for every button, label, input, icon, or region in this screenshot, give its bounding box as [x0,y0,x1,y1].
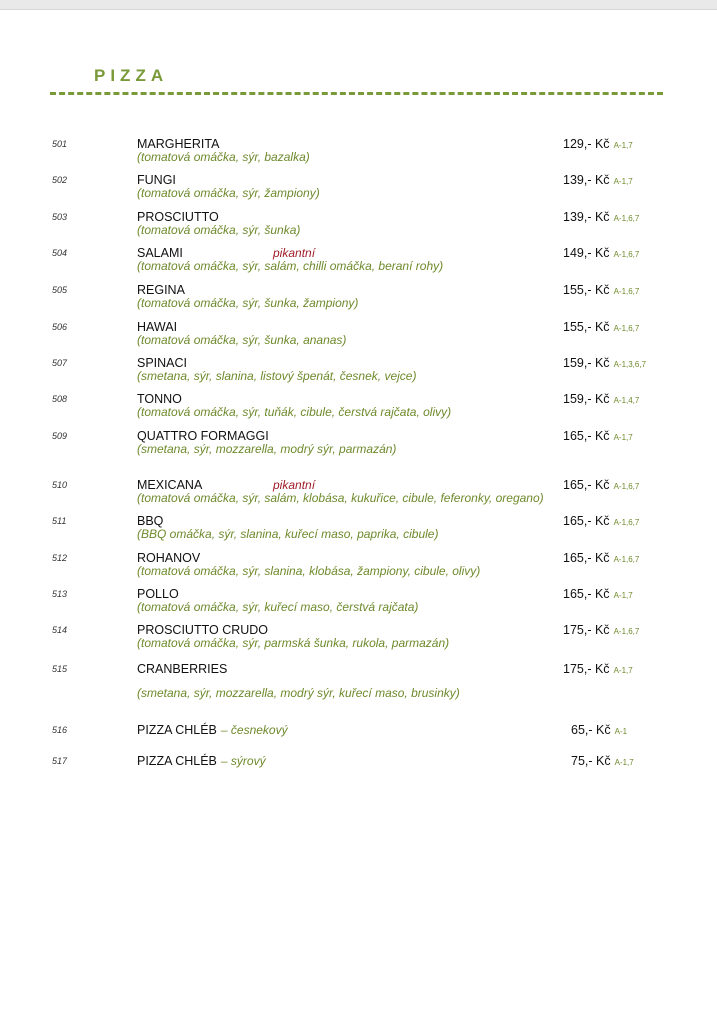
item-price: 165,- Kč A-1,7 [563,429,633,443]
menu-item [0,723,717,753]
item-name: REGINA [137,283,185,297]
item-description: (tomatová omáčka, sýr, slanina, klobása, žampiony, cibule, olivy) [137,564,481,578]
item-price: 165,- Kč A-1,6,7 [563,478,640,492]
item-number: 512 [52,553,68,563]
item-number: 504 [52,248,68,258]
menu-item [0,173,717,203]
item-description: (tomatová omáčka, sýr, tuňák, cibule, čerstvá rajčata, olivy) [137,405,452,419]
item-name: SALAMI [137,246,183,260]
item-name: SPINACI [137,356,188,370]
allergen-codes: A-1,6,7 [613,287,640,296]
allergen-codes: A-1,6,7 [613,324,640,333]
item-name: PIZZA CHLÉB – česnekový [137,723,288,737]
spicy-label: pikantní [273,246,316,260]
item-name: HAWAI [137,320,178,334]
item-description: (smetana, sýr, slanina, listový špenát, česnek, vejce) [137,369,417,383]
item-price: 139,- Kč A-1,7 [563,173,633,187]
item-price: 65,- Kč A-1 [571,723,628,737]
menu-item [0,754,717,784]
page-top-edge [0,0,717,10]
allergen-codes: A-1,6,7 [613,214,640,223]
item-number: 508 [52,394,68,404]
allergen-codes: A-1,7 [613,591,633,600]
item-number: 510 [52,480,68,490]
menu-item [0,623,717,653]
allergen-codes: A-1,7 [613,177,633,186]
item-name: FUNGI [137,173,176,187]
item-description: (tomatová omáčka, sýr, kuřecí maso, čerstvá rajčata) [137,600,419,614]
item-number: 511 [52,516,67,526]
menu-item [0,210,717,240]
item-price: 129,- Kč A-1,7 [563,137,633,151]
item-price: 159,- Kč A-1,4,7 [563,392,640,406]
item-price: 149,- Kč A-1,6,7 [563,246,640,260]
item-name: POLLO [137,587,179,601]
item-price: 175,- Kč A-1,7 [563,662,633,676]
item-description: (tomatová omáčka, sýr, šunka, ananas) [137,333,347,347]
item-price: 159,- Kč A-1,3,6,7 [563,356,647,370]
item-number: 503 [52,212,68,222]
item-number: 513 [52,589,68,599]
item-name: CRANBERRIES [137,662,228,676]
item-description: (tomatová omáčka, sýr, šunka) [137,223,301,237]
menu-item [0,587,717,617]
item-price: 155,- Kč A-1,6,7 [563,283,640,297]
allergen-codes: A-1,3,6,7 [613,360,647,369]
item-price: 165,- Kč A-1,6,7 [563,514,640,528]
item-price: 165,- Kč A-1,7 [563,587,633,601]
item-name: MEXICANA [137,478,203,492]
item-name: PIZZA CHLÉB – sýrový [137,754,266,768]
item-number: 516 [52,725,68,735]
menu-item [0,283,717,313]
item-name: QUATTRO FORMAGGI [137,429,269,443]
item-description: (smetana, sýr, mozzarella, modrý sýr, parmazán) [137,442,397,456]
item-number: 515 [52,664,68,674]
menu-item [0,392,717,422]
item-variant: – sýrový [220,754,266,768]
item-name: MARGHERITA [137,137,220,151]
menu-item [0,662,717,700]
menu-item [0,320,717,350]
title-divider [50,92,663,95]
allergen-codes: A-1,6,7 [613,250,640,259]
item-price: 139,- Kč A-1,6,7 [563,210,640,224]
item-description: (BBQ omáčka, sýr, slanina, kuřecí maso, paprika, cibule) [137,527,439,541]
item-description: (tomatová omáčka, sýr, bazalka) [137,150,310,164]
item-number: 507 [52,358,68,368]
item-name: PROSCIUTTO CRUDO [137,623,269,637]
allergen-codes: A-1,7 [613,141,633,150]
item-number: 506 [52,322,68,332]
menu-item [0,356,717,386]
item-description: (tomatová omáčka, sýr, parmská šunka, rukola, parmazán) [137,636,450,650]
allergen-codes: A-1 [614,727,628,736]
menu-item [0,514,717,544]
item-number: 501 [52,139,68,149]
page-title: PIZZA [94,66,169,85]
allergen-codes: A-1,6,7 [613,627,640,636]
item-name: PROSCIUTTO [137,210,219,224]
item-price: 175,- Kč A-1,6,7 [563,623,640,637]
menu-item [0,429,717,459]
item-number: 505 [52,285,68,295]
menu-item [0,137,717,167]
item-price: 155,- Kč A-1,6,7 [563,320,640,334]
allergen-codes: A-1,7 [613,433,633,442]
allergen-codes: A-1,7 [614,758,634,767]
item-description: (smetana, sýr, mozzarella, modrý sýr, kuřecí maso, brusinky) [137,686,460,700]
allergen-codes: A-1,4,7 [613,396,640,405]
item-description: (tomatová omáčka, sýr, žampiony) [137,186,320,200]
item-description: (tomatová omáčka, sýr, šunka, žampiony) [137,296,359,310]
allergen-codes: A-1,6,7 [613,555,640,564]
menu-item [0,551,717,581]
item-name: ROHANOV [137,551,201,565]
spicy-label: pikantní [273,478,316,492]
allergen-codes: A-1,6,7 [613,518,640,527]
allergen-codes: A-1,7 [613,666,633,675]
item-number: 509 [52,431,68,441]
item-number: 502 [52,175,68,185]
item-name: TONNO [137,392,182,406]
item-price: 75,- Kč A-1,7 [571,754,634,768]
item-variant: – česnekový [220,723,288,737]
item-name: BBQ [137,514,164,528]
menu-item [0,478,717,508]
item-description: (tomatová omáčka, sýr, salám, klobása, kukuřice, cibule, feferonky, oregano) [137,491,544,505]
item-number: 514 [52,625,68,635]
item-description: (tomatová omáčka, sýr, salám, chilli omáčka, beraní rohy) [137,259,444,273]
item-number: 517 [52,756,68,766]
menu-item [0,246,717,276]
allergen-codes: A-1,6,7 [613,482,640,491]
item-price: 165,- Kč A-1,6,7 [563,551,640,565]
